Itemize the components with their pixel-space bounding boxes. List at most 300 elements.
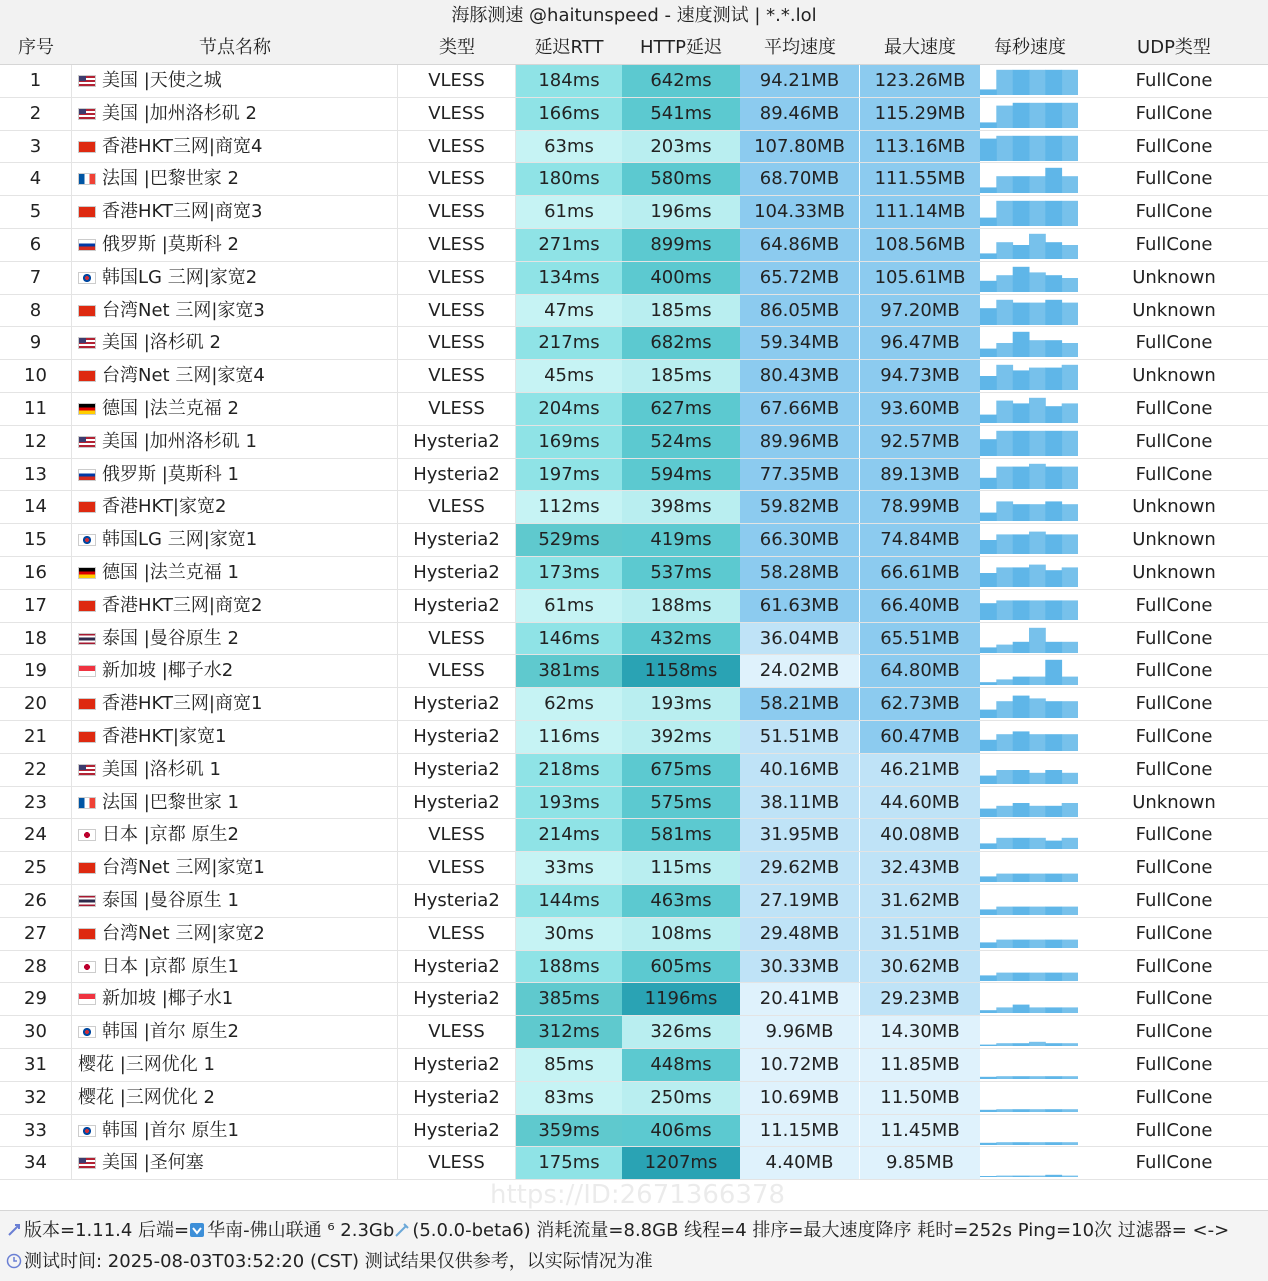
footer-stats: (5.0.0-beta6) 消耗流量=8.8GB 线程=4 排序=最大速度降序 耗时=252s Ping=10次 过滤器= <-> <box>412 1220 1230 1241</box>
sparkline-bar <box>1013 972 1030 980</box>
row-index: 24 <box>0 819 72 851</box>
table-row[interactable] <box>0 1049 1268 1082</box>
sparkline-bar <box>1029 398 1046 423</box>
table-row[interactable] <box>0 623 1268 656</box>
sparkline-bar <box>996 874 1013 882</box>
speed-sparkline <box>980 690 1078 718</box>
node-name <box>72 295 398 327</box>
avg-speed-value: 77.35MB <box>740 459 860 491</box>
http-latency-value: 581ms <box>622 819 740 851</box>
sparkline-bar <box>1062 600 1078 620</box>
row-index: 32 <box>0 1082 72 1114</box>
sparkline-bar <box>1062 431 1078 456</box>
speed-sparkline <box>980 592 1078 620</box>
speed-sparkline <box>980 625 1078 653</box>
sparkline-bar <box>1045 1142 1062 1145</box>
node-name-text: 泰国 |曼谷原生 1 <box>102 889 239 911</box>
per-second-speed <box>980 1115 1080 1147</box>
rtt-value: 359ms <box>516 1115 622 1147</box>
row-index: 16 <box>0 557 72 589</box>
us-flag <box>78 337 96 349</box>
node-name <box>72 262 398 294</box>
node-name <box>72 787 398 819</box>
sparkline-bar <box>1029 272 1046 292</box>
max-speed-value: 93.60MB <box>860 393 980 425</box>
table-row[interactable] <box>0 360 1268 393</box>
sparkline-bar <box>1045 972 1062 980</box>
sparkline-bar <box>996 939 1013 947</box>
col-avg-speed[interactable]: 平均速度 <box>764 37 836 58</box>
sparkline-bar <box>996 135 1013 160</box>
sparkline-bar <box>996 1076 1013 1079</box>
avg-speed-value: 89.96MB <box>740 426 860 458</box>
sparkline-bar <box>1013 70 1030 95</box>
sparkline-bar <box>1062 874 1078 882</box>
sparkline-bar <box>1045 641 1062 652</box>
http-latency-value: 627ms <box>622 393 740 425</box>
sparkline-bar <box>1013 466 1030 488</box>
node-type: VLESS <box>398 98 516 130</box>
sparkline-bar <box>1029 1142 1046 1145</box>
per-second-speed <box>980 557 1080 589</box>
node-name <box>72 1115 398 1147</box>
per-second-speed <box>980 196 1080 228</box>
node-name <box>72 1049 398 1081</box>
table-header <box>0 32 1268 65</box>
node-type: VLESS <box>398 131 516 163</box>
node-type: VLESS <box>398 623 516 655</box>
col-rtt[interactable]: 延迟RTT <box>534 37 604 58</box>
max-speed-value: 66.61MB <box>860 557 980 589</box>
table-row[interactable] <box>0 557 1268 590</box>
node-name-text: 台湾Net 三网|家宽1 <box>102 857 265 879</box>
udp-type: Unknown <box>1132 496 1216 518</box>
udp-type: FullCone <box>1135 1152 1213 1174</box>
sparkline-bar <box>1013 907 1030 915</box>
http-latency-value: 537ms <box>622 557 740 589</box>
sparkline-bar <box>1062 365 1078 390</box>
us-flag <box>78 108 96 120</box>
footer-line-1 <box>6 1216 1229 1246</box>
row-index: 9 <box>0 327 72 359</box>
footer-test-time: 测试时间: 2025-08-03T03:52:20 (CST) 测试结果仅供参考，以实际情况为准 <box>24 1251 653 1272</box>
avg-speed-value: 65.72MB <box>740 262 860 294</box>
tw-flag <box>78 862 96 874</box>
sparkline-bar <box>1013 103 1030 128</box>
node-type: VLESS <box>398 196 516 228</box>
rtt-value: 166ms <box>516 98 622 130</box>
sparkline-bar <box>1029 505 1046 522</box>
http-latency-value: 406ms <box>622 1115 740 1147</box>
sparkline-bar <box>980 1011 997 1014</box>
node-type: Hysteria2 <box>398 721 516 753</box>
table-row[interactable] <box>0 295 1268 328</box>
sparkline-bar <box>996 734 1013 751</box>
rtt-value: 61ms <box>516 590 622 622</box>
speed-sparkline <box>980 526 1078 554</box>
sparkline-bar <box>1062 403 1078 423</box>
table-row[interactable] <box>0 393 1268 426</box>
footer-bandwidth: ⁶ 2.3Gb <box>321 1220 395 1241</box>
sparkline-bar <box>996 907 1013 915</box>
max-speed-value: 29.23MB <box>860 983 980 1015</box>
sparkline-bar <box>1062 701 1078 718</box>
rtt-value: 385ms <box>516 983 622 1015</box>
node-type: VLESS <box>398 360 516 392</box>
node-name-text: 法国 |巴黎世家 2 <box>102 168 239 190</box>
avg-speed-value: 4.40MB <box>740 1147 860 1179</box>
max-speed-value: 46.21MB <box>860 754 980 786</box>
table-row[interactable] <box>0 787 1268 820</box>
table-row[interactable] <box>0 491 1268 524</box>
node-name <box>72 754 398 786</box>
sparkline-bar <box>1062 103 1078 128</box>
udp-type: Unknown <box>1132 365 1216 387</box>
sparkline-bar <box>996 838 1013 849</box>
sparkline-bar <box>1029 177 1046 194</box>
per-second-speed <box>980 885 1080 917</box>
node-name-text: 香港HKT三网|商宽2 <box>102 594 263 616</box>
sparkline-bar <box>1062 245 1078 259</box>
per-second-speed <box>980 393 1080 425</box>
node-type: VLESS <box>398 819 516 851</box>
sparkline-bar <box>1029 70 1046 95</box>
sparkline-bar <box>980 122 997 128</box>
col-node-name[interactable]: 节点名称 <box>199 37 271 58</box>
sparkline-bar <box>1062 907 1078 915</box>
rtt-value: 217ms <box>516 327 622 359</box>
sparkline-bar <box>1062 567 1078 587</box>
sparkline-bar <box>1045 805 1062 816</box>
de-flag <box>78 567 96 579</box>
avg-speed-value: 11.15MB <box>740 1115 860 1147</box>
speed-sparkline <box>980 1084 1078 1112</box>
sparkline-bar <box>980 540 997 554</box>
sparkline-bar <box>1045 1008 1062 1014</box>
per-second-speed <box>980 688 1080 720</box>
rtt-value: 47ms <box>516 295 622 327</box>
sparkline-bar <box>996 972 1013 980</box>
table-row[interactable] <box>0 98 1268 131</box>
speed-sparkline <box>980 756 1078 784</box>
row-index: 1 <box>0 65 72 97</box>
sparkline-bar <box>980 415 997 423</box>
row-index: 25 <box>0 852 72 884</box>
http-latency-value: 398ms <box>622 491 740 523</box>
avg-speed-value: 68.70MB <box>740 163 860 195</box>
link-icon <box>6 1222 22 1238</box>
per-second-speed <box>980 524 1080 556</box>
table-row[interactable] <box>0 163 1268 196</box>
sparkline-bar <box>1062 177 1078 194</box>
sparkline-bar <box>980 138 997 160</box>
node-name <box>72 196 398 228</box>
speed-sparkline <box>980 133 1078 161</box>
node-name <box>72 688 398 720</box>
speed-sparkline <box>980 559 1078 587</box>
sparkline-bar <box>980 740 997 751</box>
max-speed-value: 111.14MB <box>860 196 980 228</box>
table-row[interactable] <box>0 590 1268 623</box>
udp-type: FullCone <box>1135 1086 1213 1108</box>
max-speed-value: 115.29MB <box>860 98 980 130</box>
sparkline-bar <box>1062 773 1078 784</box>
node-name-text: 俄罗斯 |莫斯科 1 <box>102 463 239 485</box>
node-type: VLESS <box>398 163 516 195</box>
table-row[interactable] <box>0 983 1268 1016</box>
sparkline-bar <box>1045 535 1062 555</box>
per-second-speed <box>980 295 1080 327</box>
node-type: VLESS <box>398 655 516 687</box>
footer-version: 版本=1.11.4 后端= <box>24 1220 190 1241</box>
max-speed-value: 96.47MB <box>860 327 980 359</box>
http-latency-value: 682ms <box>622 327 740 359</box>
node-type: Hysteria2 <box>398 1082 516 1114</box>
per-second-speed <box>980 459 1080 491</box>
sg-flag <box>78 993 96 1005</box>
per-second-speed <box>980 918 1080 950</box>
row-index: 27 <box>0 918 72 950</box>
col-index[interactable]: 序号 <box>18 37 54 58</box>
table-row[interactable] <box>0 196 1268 229</box>
node-name-text: 香港HKT|家宽2 <box>102 496 227 518</box>
node-name <box>72 524 398 556</box>
sparkline-bar <box>1013 135 1030 160</box>
sparkline-bar <box>1062 641 1078 652</box>
per-second-speed <box>980 1147 1080 1179</box>
table-row[interactable] <box>0 721 1268 754</box>
http-latency-value: 400ms <box>622 262 740 294</box>
table-row[interactable] <box>0 426 1268 459</box>
sparkline-bar <box>980 439 997 456</box>
sparkline-bar <box>1013 302 1030 324</box>
col-udp-type[interactable]: UDP类型 <box>1137 37 1211 58</box>
udp-type: FullCone <box>1135 824 1213 846</box>
node-type: Hysteria2 <box>398 787 516 819</box>
avg-speed-value: 9.96MB <box>740 1016 860 1048</box>
udp-type: FullCone <box>1135 594 1213 616</box>
sparkline-bar <box>1029 939 1046 947</box>
sparkline-bar <box>1045 168 1062 193</box>
max-speed-value: 14.30MB <box>860 1016 980 1048</box>
tw-flag <box>78 928 96 940</box>
table-row[interactable] <box>0 951 1268 984</box>
node-type: VLESS <box>398 295 516 327</box>
sparkline-bar <box>996 275 1013 292</box>
node-name <box>72 885 398 917</box>
node-name <box>72 327 398 359</box>
kr-flag <box>78 1125 96 1137</box>
speed-sparkline <box>980 461 1078 489</box>
sparkline-bar <box>1062 1043 1078 1046</box>
sparkline-bar <box>1029 135 1046 160</box>
col-per-second[interactable]: 每秒速度 <box>994 37 1066 58</box>
udp-type: FullCone <box>1135 693 1213 715</box>
sparkline-bar <box>1045 874 1062 882</box>
per-second-speed <box>980 787 1080 819</box>
sparkline-bar <box>980 775 997 783</box>
table-row[interactable] <box>0 688 1268 721</box>
table-row[interactable] <box>0 459 1268 492</box>
sparkline-bar <box>1062 1109 1078 1112</box>
node-name-text: 香港HKT三网|商宽1 <box>102 693 263 715</box>
table-row[interactable] <box>0 655 1268 688</box>
udp-type: FullCone <box>1135 660 1213 682</box>
max-speed-value: 94.73MB <box>860 360 980 392</box>
max-speed-value: 105.61MB <box>860 262 980 294</box>
table-row[interactable] <box>0 918 1268 951</box>
node-type: VLESS <box>398 491 516 523</box>
http-latency-value: 185ms <box>622 360 740 392</box>
node-name <box>72 1016 398 1048</box>
th-flag <box>78 895 96 907</box>
table-row[interactable] <box>0 131 1268 164</box>
avg-speed-value: 89.46MB <box>740 98 860 130</box>
avg-speed-value: 67.66MB <box>740 393 860 425</box>
sparkline-bar <box>1013 267 1030 292</box>
sparkline-bar <box>1045 70 1062 95</box>
node-name-text: 樱花 |三网优化 1 <box>78 1053 215 1075</box>
sparkline-bar <box>996 201 1013 226</box>
syringe-icon <box>394 1222 410 1238</box>
udp-type: FullCone <box>1135 1119 1213 1141</box>
sparkline-bar <box>980 573 997 587</box>
max-speed-value: 113.16MB <box>860 131 980 163</box>
avg-speed-value: 51.51MB <box>740 721 860 753</box>
table-row[interactable] <box>0 819 1268 852</box>
sparkline-bar <box>980 909 997 915</box>
sparkline-bar <box>1029 302 1046 324</box>
sparkline-bar <box>996 70 1013 95</box>
node-type: Hysteria2 <box>398 983 516 1015</box>
speed-sparkline <box>980 198 1078 226</box>
speed-sparkline <box>980 297 1078 325</box>
rtt-value: 45ms <box>516 360 622 392</box>
udp-type: FullCone <box>1135 627 1213 649</box>
sparkline-bar <box>1013 177 1030 194</box>
row-index: 11 <box>0 393 72 425</box>
max-speed-value: 11.85MB <box>860 1049 980 1081</box>
sparkline-bar <box>1029 234 1046 259</box>
node-type: VLESS <box>398 852 516 884</box>
sparkline-bar <box>1062 1076 1078 1079</box>
table-row[interactable] <box>0 885 1268 918</box>
max-speed-value: 123.26MB <box>860 65 980 97</box>
node-type: VLESS <box>398 918 516 950</box>
sparkline-bar <box>1062 803 1078 817</box>
rtt-value: 30ms <box>516 918 622 950</box>
table-row[interactable] <box>0 229 1268 262</box>
sparkline-bar <box>980 308 997 325</box>
row-index: 8 <box>0 295 72 327</box>
rtt-value: 33ms <box>516 852 622 884</box>
node-name-text: 香港HKT三网|商宽3 <box>102 201 263 223</box>
udp-type: FullCone <box>1135 168 1213 190</box>
node-name-text: 新加坡 |椰子水1 <box>102 988 234 1010</box>
udp-type: Unknown <box>1132 266 1216 288</box>
result-table <box>0 65 1268 1180</box>
sparkline-bar <box>1045 1109 1062 1112</box>
sparkline-bar <box>980 975 997 981</box>
avg-speed-value: 59.34MB <box>740 327 860 359</box>
node-name-text: 美国 |加州洛杉矶 2 <box>102 102 257 124</box>
table-row[interactable] <box>0 754 1268 787</box>
node-name-text: 美国 |加州洛杉矶 1 <box>102 430 257 452</box>
rtt-value: 218ms <box>516 754 622 786</box>
table-row[interactable] <box>0 1016 1268 1049</box>
sparkline-bar <box>980 1176 997 1177</box>
sparkline-bar <box>1029 1109 1046 1112</box>
table-row[interactable] <box>0 1147 1268 1180</box>
avg-speed-value: 66.30MB <box>740 524 860 556</box>
de-flag <box>78 403 96 415</box>
avg-speed-value: 58.21MB <box>740 688 860 720</box>
max-speed-value: 60.47MB <box>860 721 980 753</box>
fr-flag <box>78 797 96 809</box>
node-type: Hysteria2 <box>398 688 516 720</box>
rtt-value: 175ms <box>516 1147 622 1179</box>
sparkline-bar <box>1045 660 1062 685</box>
node-name <box>72 426 398 458</box>
kr-flag <box>78 534 96 546</box>
table-row[interactable] <box>0 524 1268 557</box>
avg-speed-value: 64.86MB <box>740 229 860 261</box>
table-row[interactable] <box>0 262 1268 295</box>
table-row[interactable] <box>0 852 1268 885</box>
udp-type: FullCone <box>1135 135 1213 157</box>
node-type: Hysteria2 <box>398 590 516 622</box>
table-row[interactable] <box>0 1082 1268 1115</box>
col-http[interactable]: HTTP延迟 <box>639 37 723 58</box>
udp-type: FullCone <box>1135 332 1213 354</box>
rtt-value: 180ms <box>516 163 622 195</box>
max-speed-value: 97.20MB <box>860 295 980 327</box>
max-speed-value: 11.50MB <box>860 1082 980 1114</box>
node-name-text: 香港HKT|家宽1 <box>102 725 227 747</box>
node-type: Hysteria2 <box>398 754 516 786</box>
table-row[interactable] <box>0 1115 1268 1148</box>
sparkline-bar <box>1029 805 1046 816</box>
row-index: 29 <box>0 983 72 1015</box>
node-name-text: 日本 |京都 原生1 <box>102 955 239 977</box>
speed-sparkline <box>980 1117 1078 1145</box>
sparkline-bar <box>1029 627 1046 652</box>
node-name-text: 台湾Net 三网|家宽3 <box>102 299 265 321</box>
node-name-text: 德国 |法兰克福 1 <box>102 561 239 583</box>
sparkline-bar <box>1013 803 1030 817</box>
max-speed-value: 64.80MB <box>860 655 980 687</box>
col-type[interactable]: 类型 <box>439 37 475 58</box>
avg-speed-value: 10.69MB <box>740 1082 860 1114</box>
sparkline-bar <box>1029 1042 1046 1046</box>
sparkline-bar <box>980 1142 997 1144</box>
rtt-value: 184ms <box>516 65 622 97</box>
sparkline-bar <box>1013 677 1030 685</box>
node-name-text: 德国 |法兰克福 2 <box>102 397 239 419</box>
rtt-value: 204ms <box>516 393 622 425</box>
sparkline-bar <box>980 513 997 521</box>
per-second-speed <box>980 426 1080 458</box>
sparkline-bar <box>1029 677 1046 685</box>
table-row[interactable] <box>0 327 1268 360</box>
speed-sparkline <box>980 1018 1078 1046</box>
sparkline-bar <box>996 1109 1013 1112</box>
table-row[interactable] <box>0 65 1268 98</box>
per-second-speed <box>980 1016 1080 1048</box>
row-index: 28 <box>0 951 72 983</box>
col-max-speed[interactable]: 最大速度 <box>884 37 956 58</box>
udp-type: Unknown <box>1132 299 1216 321</box>
